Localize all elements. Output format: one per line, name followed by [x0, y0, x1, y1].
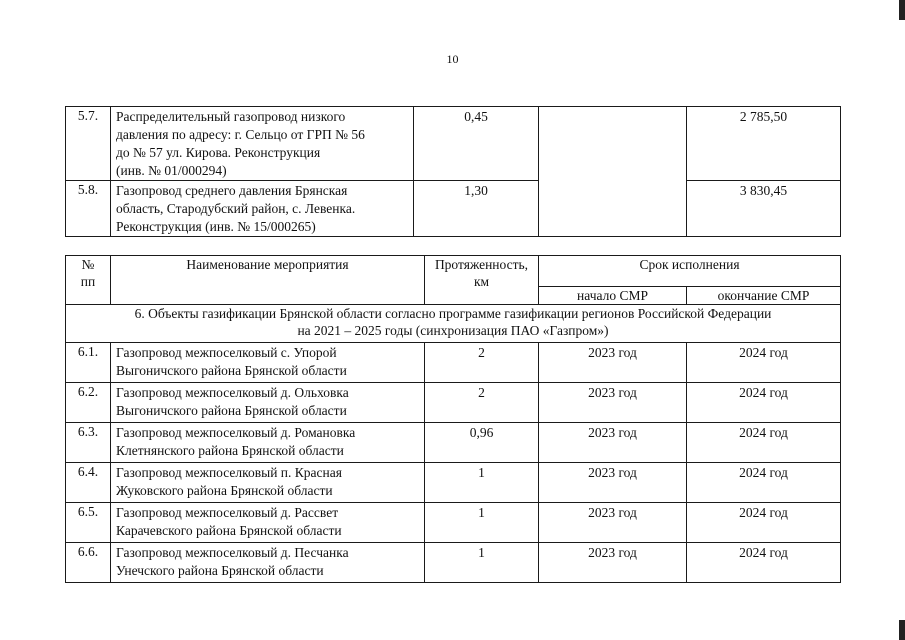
scan-edge-mark [899, 0, 905, 20]
name-line: до № 57 ул. Кирова. Реконструкция [116, 145, 321, 160]
cost-value: 2 785,50 [687, 107, 841, 181]
start-value: 2023 год [539, 463, 687, 503]
name-line: (инв. № 01/000294) [116, 163, 227, 178]
length-value: 1 [425, 503, 539, 543]
row-number: 5.8. [66, 181, 111, 237]
row-number: 6.6. [66, 543, 111, 583]
table-row [66, 503, 841, 543]
page-number: 10 [446, 52, 459, 66]
start-value: 2023 год [539, 343, 687, 383]
end-value: 2024 год [687, 423, 841, 463]
length-value: 2 [425, 383, 539, 423]
table-row [66, 463, 841, 503]
name-line: Газопровод межпоселковый с. Упорой [116, 345, 337, 360]
measure-name [111, 463, 425, 503]
section-row [66, 305, 841, 343]
gasification-table [65, 255, 841, 583]
length-value: 1 [425, 463, 539, 503]
row-number: 6.5. [66, 503, 111, 543]
end-value: 2024 год [687, 343, 841, 383]
section-line: на 2021 – 2025 годы (синхронизация ПАО «Газпром») [297, 323, 609, 338]
measure-name [111, 343, 425, 383]
measure-name [111, 543, 425, 583]
length-value: 0,45 [414, 107, 539, 181]
row-number: 6.2. [66, 383, 111, 423]
section-title [66, 305, 841, 343]
end-value: 2024 год [687, 503, 841, 543]
table-row [66, 343, 841, 383]
start-value: 2023 год [539, 543, 687, 583]
header-number [66, 256, 111, 305]
name-line: область, Стародубский район, с. Левенка. [116, 201, 356, 216]
table-row [66, 181, 841, 237]
header-line: км [473, 274, 490, 289]
name-line: Выгоничского района Брянской области [116, 403, 347, 418]
measure-name [111, 181, 414, 237]
row-number: 6.3. [66, 423, 111, 463]
header-row [66, 256, 841, 287]
end-value: 2024 год [687, 543, 841, 583]
length-value: 2 [425, 343, 539, 383]
cost-value: 3 830,45 [687, 181, 841, 237]
name-line: давления по адресу: г. Сельцо от ГРП № 56 [116, 127, 365, 142]
section-line: 6. Объекты газификации Брянской области согласно программе газификации регионов Российской Федерации [134, 306, 772, 321]
continuation-table [65, 106, 841, 237]
table-row [66, 107, 841, 181]
name-line: Газопровод межпоселковый д. Рассвет [116, 505, 339, 520]
measure-name [111, 503, 425, 543]
name-line: Реконструкция (инв. № 15/000265) [116, 219, 316, 234]
name-line: Газопровод среднего давления Брянская [116, 183, 348, 198]
name-line: Газопровод межпоселковый д. Песчанка [116, 545, 349, 560]
length-value: 0,96 [425, 423, 539, 463]
name-line: Распределительный газопровод низкого [116, 109, 346, 124]
name-line: Клетнянского района Брянской области [116, 443, 344, 458]
table-row [66, 543, 841, 583]
row-number: 5.7. [66, 107, 111, 181]
name-line: Жуковского района Брянской области [116, 483, 333, 498]
length-value: 1 [425, 543, 539, 583]
header-end: окончание СМР [687, 287, 841, 305]
start-value: 2023 год [539, 503, 687, 543]
name-line: Газопровод межпоселковый д. Романовка [116, 425, 356, 440]
scan-edge-mark [899, 620, 905, 640]
header-line: Наименование мероприятия [186, 257, 349, 272]
header-deadline: Срок исполнения [539, 256, 841, 287]
header-line: № [81, 257, 95, 272]
end-value: 2024 год [687, 463, 841, 503]
header-line: пп [80, 274, 96, 289]
name-line: Выгоничского района Брянской области [116, 363, 347, 378]
name-line: Карачевского района Брянской области [116, 523, 342, 538]
name-line: Газопровод межпоселковый п. Красная [116, 465, 342, 480]
end-value: 2024 год [687, 383, 841, 423]
measure-name [111, 107, 414, 181]
measure-name [111, 383, 425, 423]
header-line: Протяженность, [434, 257, 529, 272]
start-value: 2023 год [539, 423, 687, 463]
table-row [66, 423, 841, 463]
length-value: 1,30 [414, 181, 539, 237]
row-number: 6.4. [66, 463, 111, 503]
header-length [425, 256, 539, 305]
header-name [111, 256, 425, 305]
start-value: 2023 год [539, 383, 687, 423]
merged-empty-cell [539, 107, 687, 237]
name-line: Газопровод межпоселковый д. Ольховка [116, 385, 349, 400]
row-number: 6.1. [66, 343, 111, 383]
name-line: Унечского района Брянской области [116, 563, 324, 578]
table-row [66, 383, 841, 423]
header-start: начало СМР [539, 287, 687, 305]
measure-name [111, 423, 425, 463]
